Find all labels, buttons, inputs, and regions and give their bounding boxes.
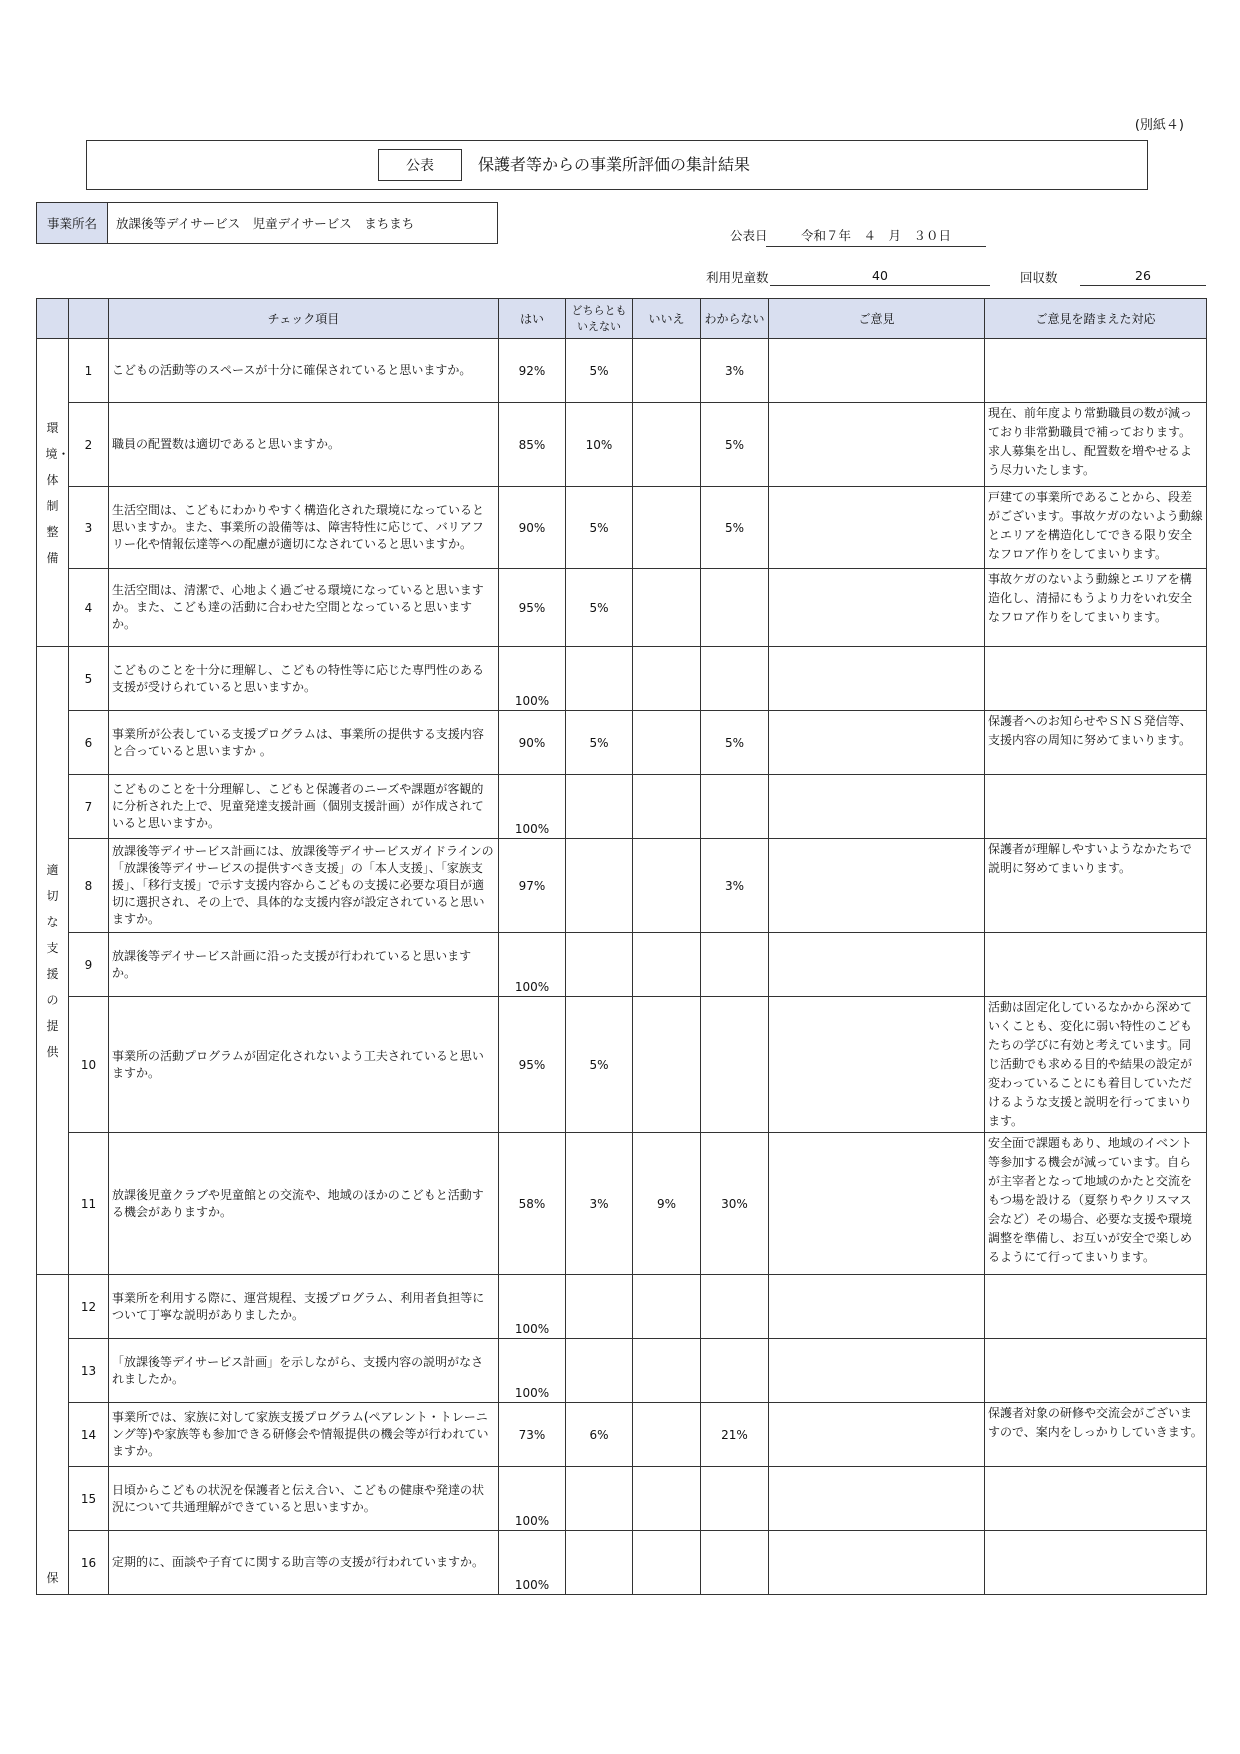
answer-yes: 100% <box>499 1275 566 1339</box>
check-item-text: こどものことを十分に理解し、こどもの特性等に応じた専門性のある支援が受けられていると思いますか。 <box>109 647 499 711</box>
answer-neither <box>566 775 633 839</box>
answer-unknown <box>701 647 769 711</box>
check-item-text: 放課後児童クラブや児童館との交流や、地域のほかのこどもと活動する機会がありますか。 <box>109 1133 499 1275</box>
response-cell <box>985 1467 1207 1531</box>
public-tag: 公表 <box>378 149 462 181</box>
table-header-row <box>37 299 1207 339</box>
users-label: 利用児童数 <box>706 270 769 285</box>
opinion-cell <box>769 997 985 1133</box>
answer-unknown: 3% <box>701 339 769 403</box>
response-cell <box>985 1339 1207 1403</box>
answer-unknown: 3% <box>701 839 769 933</box>
answer-unknown: 21% <box>701 1403 769 1467</box>
answer-neither <box>566 1467 633 1531</box>
table-row <box>37 1467 1207 1531</box>
table-row <box>37 1339 1207 1403</box>
response-cell: 活動は固定化しているなかから深めていくことも、変化に弱い特性のこどもたちの学びに有効と考えています。同じ活動でも求める目的や結果の設定が変わっていることにも着目していただけるような支援と説明を行ってまいります。 <box>985 997 1207 1133</box>
response-cell <box>985 1531 1207 1595</box>
table-row <box>37 711 1207 775</box>
answer-unknown <box>701 1339 769 1403</box>
table-row <box>37 1403 1207 1467</box>
answer-no <box>633 1339 701 1403</box>
answer-no: 9% <box>633 1133 701 1275</box>
table-row <box>37 1133 1207 1275</box>
response-cell: 保護者へのお知らせやＳＮＳ発信等、支援内容の周知に努めてまいります。 <box>985 711 1207 775</box>
pubdate-label: 公表日 <box>730 228 768 243</box>
table-row <box>37 933 1207 997</box>
check-item-text: 定期的に、面談や子育てに関する助言等の支援が行われていますか。 <box>109 1531 499 1595</box>
response-cell: 保護者対象の研修や交流会がございますので、案内をしっかりしていきます。 <box>985 1403 1207 1467</box>
answer-unknown <box>701 997 769 1133</box>
check-item-text: 事業所を利用する際に、運営規程、支援プログラム、利用者負担等について丁寧な説明がありましたか。 <box>109 1275 499 1339</box>
answer-no <box>633 775 701 839</box>
answer-no <box>633 1403 701 1467</box>
category-label: 保 <box>46 1571 59 1585</box>
check-item-text: 事業所の活動プログラムが固定化されないよう工夫されていると思いますか。 <box>109 997 499 1133</box>
check-item-text: こどもの活動等のスペースが十分に確保されていると思いますか。 <box>109 339 499 403</box>
table-row <box>37 339 1207 403</box>
opinion-cell <box>769 711 985 775</box>
answer-unknown <box>701 1531 769 1595</box>
opinion-cell <box>769 339 985 403</box>
answer-yes: 58% <box>499 1133 566 1275</box>
opinion-cell <box>769 775 985 839</box>
answer-neither: 6% <box>566 1403 633 1467</box>
office-label: 事業所名 <box>37 203 108 243</box>
responses-label: 回収数 <box>1020 270 1058 285</box>
row-number: 13 <box>69 1339 109 1403</box>
answer-unknown <box>701 933 769 997</box>
answer-neither: 5% <box>566 339 633 403</box>
evaluation-table <box>36 298 1207 1595</box>
header-category <box>37 299 69 339</box>
opinion-cell <box>769 839 985 933</box>
answer-yes: 100% <box>499 933 566 997</box>
answer-no <box>633 403 701 487</box>
answer-neither: 5% <box>566 569 633 647</box>
answer-yes: 85% <box>499 403 566 487</box>
check-item-text: 事業所が公表している支援プログラムは、事業所の提供する支援内容と合っていると思いますか 。 <box>109 711 499 775</box>
answer-yes: 100% <box>499 647 566 711</box>
office-box <box>36 202 498 244</box>
check-item-text: 放課後等デイサービス計画に沿った支援が行われていると思いますか。 <box>109 933 499 997</box>
check-item-text: 放課後等デイサービス計画には、放課後等デイサービスガイドラインの「放課後等デイサービスの提供すべき支援」の「本人支援」、「家族支援」、「移行支援」で示す支援内容からこどもの支援に必要な項目が適切に選択され、その上で、具体的な支援内容が設定されていると思いますか。 <box>109 839 499 933</box>
check-item-text: こどものことを十分理解し、こどもと保護者のニーズや課題が客観的に分析された上で、児童発達支援計画（個別支援計画）が作成されていると思いますか。 <box>109 775 499 839</box>
answer-no <box>633 1275 701 1339</box>
document-title: 保護者等からの事業所評価の集計結果 <box>478 155 751 174</box>
answer-neither: 10% <box>566 403 633 487</box>
response-cell: 現在、前年度より常勤職員の数が減っており非常勤職員で補っております。求人募集を出し、配置数を増やせるよう尽力いたします。 <box>985 403 1207 487</box>
answer-no <box>633 647 701 711</box>
answer-no <box>633 711 701 775</box>
answer-yes: 90% <box>499 487 566 569</box>
row-number: 6 <box>69 711 109 775</box>
answer-unknown: 5% <box>701 487 769 569</box>
table-row <box>37 647 1207 711</box>
response-cell <box>985 647 1207 711</box>
answer-yes: 92% <box>499 339 566 403</box>
answer-yes: 95% <box>499 997 566 1133</box>
answer-no <box>633 569 701 647</box>
answer-neither <box>566 839 633 933</box>
header-response: ご意見を踏まえた対応 <box>985 299 1207 339</box>
row-number: 1 <box>69 339 109 403</box>
answer-unknown: 30% <box>701 1133 769 1275</box>
check-item-text: 生活空間は、清潔で、心地よく過ごせる環境になっていると思いますか。また、こども達の活動に合わせた空間となっていると思いますか。 <box>109 569 499 647</box>
response-cell <box>985 775 1207 839</box>
response-cell: 安全面で課題もあり、地域のイベント等参加する機会が減っています。自らが主宰者となって地域のかたと交流をもつ場を設ける（夏祭りやクリスマス会など）その場合、必要な支援や環境調整を準備し、お互いが安全で楽しめるようにて行ってまいります。 <box>985 1133 1207 1275</box>
opinion-cell <box>769 1467 985 1531</box>
answer-no <box>633 933 701 997</box>
answer-yes: 90% <box>499 711 566 775</box>
row-number: 3 <box>69 487 109 569</box>
header-no: いいえ <box>633 299 701 339</box>
category-label: 適切な支援の提供 <box>46 862 59 1059</box>
answer-unknown <box>701 1467 769 1531</box>
row-number: 15 <box>69 1467 109 1531</box>
answer-unknown <box>701 569 769 647</box>
answer-neither: 5% <box>566 487 633 569</box>
answer-unknown <box>701 1275 769 1339</box>
header-opinion: ご意見 <box>769 299 985 339</box>
check-item-text: 職員の配置数は適切であると思いますか。 <box>109 403 499 487</box>
category-parent <box>37 1275 69 1595</box>
opinion-cell <box>769 569 985 647</box>
row-number: 5 <box>69 647 109 711</box>
response-cell: 保護者が理解しやすいようなかたちで説明に努めてまいります。 <box>985 839 1207 933</box>
opinion-cell <box>769 1133 985 1275</box>
table-row <box>37 997 1207 1133</box>
answer-neither <box>566 647 633 711</box>
check-item-text: 事業所では、家族に対して家族支援プログラム(ペアレント・トレーニング等)や家族等も参加できる研修会や情報提供の機会等が行われていますか。 <box>109 1403 499 1467</box>
answer-neither <box>566 1531 633 1595</box>
answer-no <box>633 839 701 933</box>
answer-no <box>633 1531 701 1595</box>
response-cell: 戸建ての事業所であることから、段差がございます。事故ケガのないよう動線とエリアを構造化してできる限り安全なフロア作りをしてまいります。 <box>985 487 1207 569</box>
response-cell: 事故ケガのないよう動線とエリアを構造化し、清掃にもうより力をいれ安全なフロア作りをしてまいります。 <box>985 569 1207 647</box>
category-env <box>37 339 69 647</box>
header-neither: どちらとも いえない <box>566 299 633 339</box>
row-number: 4 <box>69 569 109 647</box>
answer-yes: 100% <box>499 1531 566 1595</box>
table-row <box>37 487 1207 569</box>
check-item-text: 日頃からこどもの状況を保護者と伝え合い、こどもの健康や発達の状況について共通理解ができていると思いますか。 <box>109 1467 499 1531</box>
opinion-cell <box>769 933 985 997</box>
answer-unknown <box>701 775 769 839</box>
row-number: 2 <box>69 403 109 487</box>
opinion-cell <box>769 1339 985 1403</box>
appendix-label: (別紙４) <box>1134 118 1184 133</box>
header-number <box>69 299 109 339</box>
row-number: 7 <box>69 775 109 839</box>
check-item-text: 生活空間は、こどもにわかりやすく構造化された環境になっていると思いますか。また、事業所の設備等は、障害特性に応じて、バリアフリー化や情報伝達等への配慮が適切になされていると思いますか。 <box>109 487 499 569</box>
answer-yes: 100% <box>499 775 566 839</box>
table-row <box>37 1275 1207 1339</box>
row-number: 10 <box>69 997 109 1133</box>
header-yes: はい <box>499 299 566 339</box>
opinion-cell <box>769 487 985 569</box>
header-unknown: わからない <box>701 299 769 339</box>
answer-unknown: 5% <box>701 403 769 487</box>
answer-yes: 100% <box>499 1339 566 1403</box>
answer-yes: 95% <box>499 569 566 647</box>
table-row <box>37 1531 1207 1595</box>
category-support <box>37 647 69 1275</box>
answer-neither <box>566 1339 633 1403</box>
responses-value: 26 <box>1080 268 1206 286</box>
opinion-cell <box>769 403 985 487</box>
answer-neither: 5% <box>566 711 633 775</box>
answer-neither <box>566 933 633 997</box>
row-number: 12 <box>69 1275 109 1339</box>
answer-yes: 97% <box>499 839 566 933</box>
opinion-cell <box>769 1531 985 1595</box>
row-number: 8 <box>69 839 109 933</box>
office-name: 放課後等デイサービス 児童デイサービス まちまち <box>116 216 415 231</box>
table-row <box>37 403 1207 487</box>
answer-no <box>633 1467 701 1531</box>
row-number: 9 <box>69 933 109 997</box>
pubdate-value: 令和７年 ４ 月 ３０日 <box>766 226 986 247</box>
response-cell <box>985 339 1207 403</box>
answer-yes: 100% <box>499 1467 566 1531</box>
answer-no <box>633 997 701 1133</box>
response-cell <box>985 933 1207 997</box>
opinion-cell <box>769 647 985 711</box>
table-row <box>37 775 1207 839</box>
table-row <box>37 839 1207 933</box>
response-cell <box>985 1275 1207 1339</box>
answer-yes: 73% <box>499 1403 566 1467</box>
category-label: 環境・体制整備 <box>45 420 70 565</box>
table-row <box>37 569 1207 647</box>
header-check-item: チェック項目 <box>109 299 499 339</box>
answer-unknown: 5% <box>701 711 769 775</box>
row-number: 16 <box>69 1531 109 1595</box>
answer-neither: 3% <box>566 1133 633 1275</box>
answer-neither <box>566 1275 633 1339</box>
answer-no <box>633 487 701 569</box>
answer-no <box>633 339 701 403</box>
row-number: 11 <box>69 1133 109 1275</box>
check-item-text: 「放課後等デイサービス計画」を示しながら、支援内容の説明がなされましたか。 <box>109 1339 499 1403</box>
opinion-cell <box>769 1403 985 1467</box>
users-value: 40 <box>770 268 990 286</box>
answer-neither: 5% <box>566 997 633 1133</box>
row-number: 14 <box>69 1403 109 1467</box>
opinion-cell <box>769 1275 985 1339</box>
